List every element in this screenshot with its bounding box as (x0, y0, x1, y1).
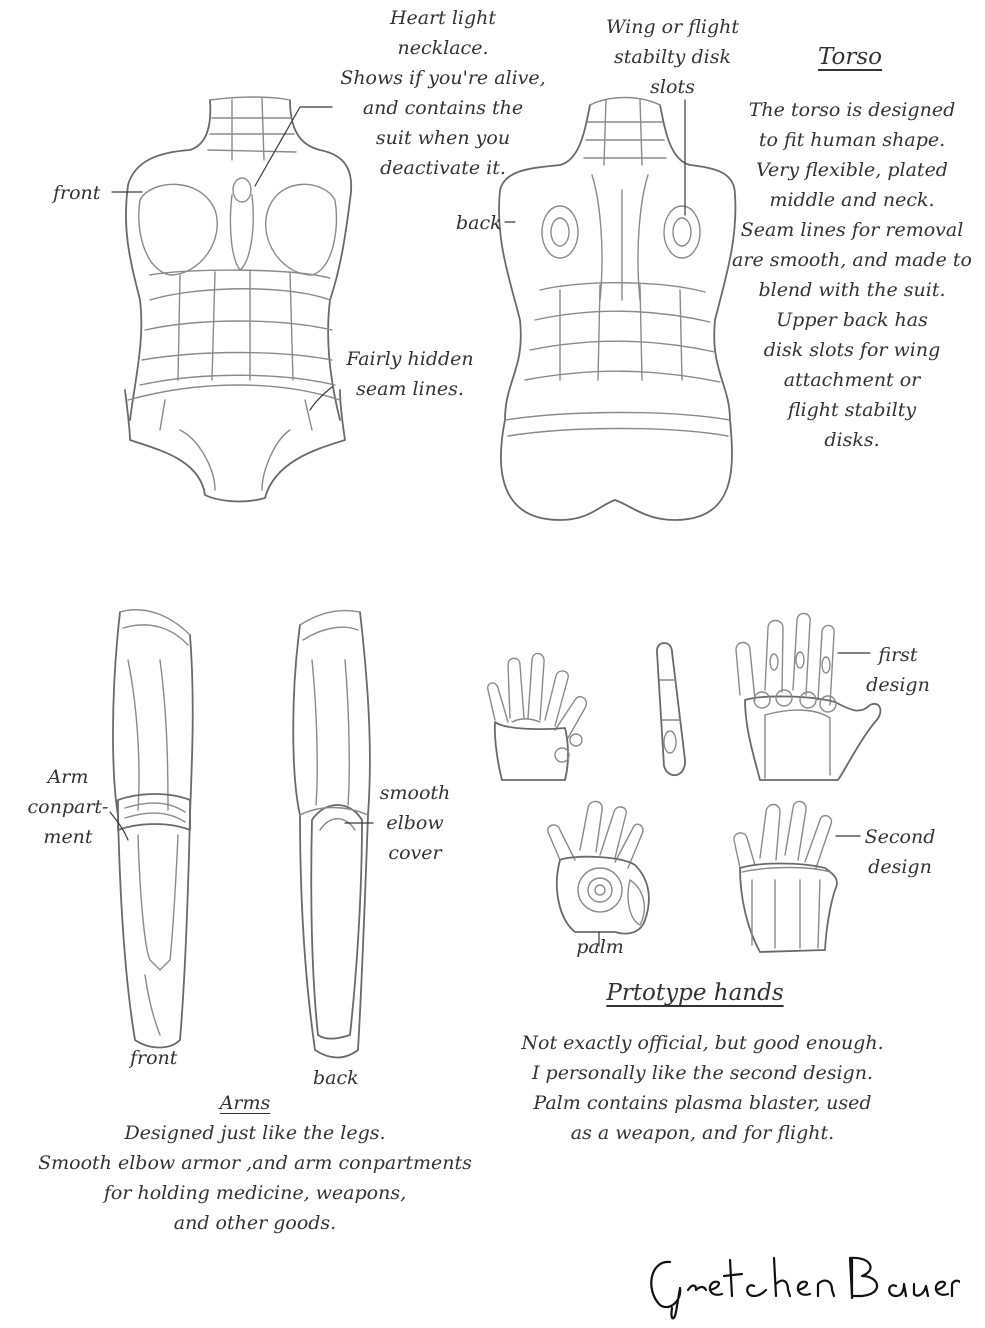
heart-necklace-label: Heart light necklace. Shows if you're alive, and contains the suit when you deactivate it. (340, 7, 546, 179)
wing-slots-label: Wing or flight stabilty disk slots (605, 16, 740, 98)
arm-back-label: back (313, 1067, 359, 1089)
arm-compartment-label: Arm conpart- ment (27, 766, 109, 848)
torso-front-label: front (53, 182, 101, 204)
hand-sketch-second-design (734, 801, 837, 952)
arm-front-sketch (113, 610, 193, 1048)
second-design-label: Second design (864, 826, 936, 878)
artist-signature (640, 1250, 960, 1320)
first-design-label: first design (866, 644, 930, 696)
hand-sketch-palm (548, 801, 649, 946)
torso-description: The torso is designed to fit human shape. Very flexible, plated middle and neck. Seam lines for removal are smooth, and made to blend with the suit. Upper back has disk slots for wing attachment or flight stabilty disks. (732, 99, 972, 451)
arms-title: Arms (219, 1092, 271, 1114)
hands-description: Not exactly official, but good enough. I personally like the second design. Palm contains plasma blaster, used as a weapon, and for flight. (521, 1032, 884, 1144)
arms-description: Designed just like the legs. Smooth elbow armor ,and arm conpartments for holding medicine, weapons, and other goods. (38, 1122, 472, 1234)
torso-back-label: back (456, 212, 502, 234)
arm-back-sketch (293, 611, 370, 1058)
finger-sketch (657, 643, 685, 775)
arm-front-label: front (130, 1047, 178, 1069)
hands-title: Prtotype hands (606, 980, 784, 1006)
hand-sketch-1 (488, 653, 587, 780)
elbow-cover-label: smooth elbow cover (379, 782, 451, 864)
palm-label: palm (576, 936, 624, 958)
seam-lines-label: Fairly hidden seam lines. (346, 348, 474, 400)
torso-title: Torso (817, 44, 883, 70)
